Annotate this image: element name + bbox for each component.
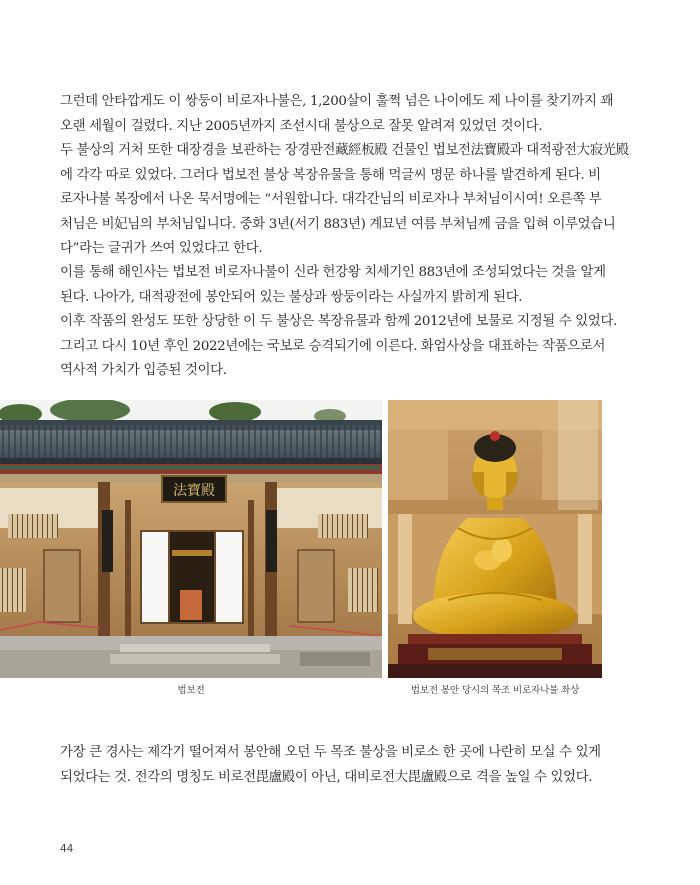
beopbojeon-hall-photo	[0, 400, 382, 678]
signboard-text: 法寶殿	[173, 483, 215, 499]
paragraph-line: 되었다는 것. 전각의 명칭도 비로전毘盧殿이 아닌, 대비로전大毘盧殿으로 격을 높일 수 있었다.	[60, 769, 593, 785]
caption-left: 법보전	[177, 685, 205, 696]
paragraph-1	[60, 90, 620, 139]
main-doorway	[140, 530, 244, 624]
paragraph-line: 다”라는 글귀가 쓰여 있었다고 한다.	[60, 241, 263, 257]
caption-right: 법보전 봉안 당시의 목조 비로자나불 좌상	[410, 685, 580, 696]
paragraph-line: 가장 큰 경사는 제각기 떨어져서 봉안해 오던 두 목조 불상을 비로소 한 곳에 나란히 모실 수 있게	[60, 745, 601, 760]
paragraph-line: 두 불상의 거처 또한 대장경을 보관하는 장경판전藏經板殿 건물인 법보전法寶殿과 대적광전大寂光殿	[60, 143, 629, 158]
roof	[0, 420, 382, 482]
paragraph-line: 그리고 다시 10년 후인 2022년에는 국보로 승격되기에 이른다. 화엄사상을 대표하는 작품으로서	[60, 338, 606, 354]
paragraph-line: 된다. 나아가, 대적광전에 봉안되어 있는 불상과 쌍둥이라는 사실까지 밝히게 된다.	[60, 289, 523, 305]
paragraph-5	[60, 741, 620, 790]
paragraph-4	[60, 310, 620, 384]
paragraph-line: 로자나불 복장에서 나온 묵서명에는 “서원합니다. 대각간님의 비로자나 부처님이시여! 오른쪽 부	[60, 192, 602, 208]
paragraph-3	[60, 261, 620, 310]
paragraph-line: 에 각각 따로 있었다. 그러다 법보전 불상 복장유물을 통해 먹글씨 명문 하나를 발견하게 된다. 비	[60, 167, 601, 183]
paragraph-line: 처님은 비妃님의 부처님입니다. 중화 3년(서기 883년) 계묘년 여름 부처님께 금을 입혀 이루었습니	[60, 216, 616, 232]
paragraph-line: 그런데 안타깝게도 이 쌍둥이 비로자나불은, 1,200살이 훌쩍 넘은 나이에도 제 나이를 찾기까지 꽤	[60, 94, 614, 109]
paragraph-2	[60, 139, 629, 262]
signboard	[162, 476, 226, 502]
paragraph-line: 역사적 가치가 입증된 것이다.	[60, 363, 227, 379]
paragraph-line: 오랜 세월이 걸렸다. 지난 2005년까지 조선시대 불상으로 잘못 알려져 있었던 것이다.	[60, 118, 543, 134]
paragraph-line: 이후 작품의 완성도 또한 상당한 이 두 불상은 복장유물과 함께 2012년에 보물로 지정될 수 있었다.	[60, 314, 617, 329]
page-number: 44	[60, 843, 74, 855]
vairocana-buddha-photo	[388, 400, 602, 678]
paragraph-line: 이를 통해 해인사는 법보전 비로자나불이 신라 헌강왕 치세기인 883년에 조성되었다는 것을 알게	[60, 265, 606, 280]
